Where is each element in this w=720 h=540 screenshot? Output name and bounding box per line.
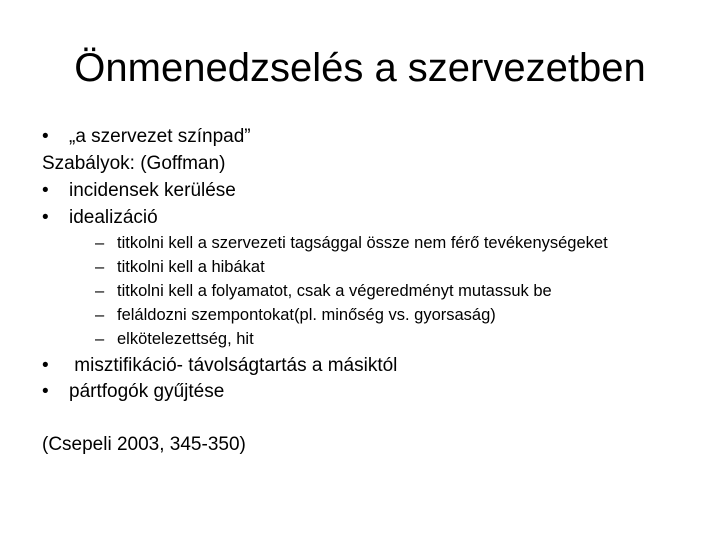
sub-bullet-line [95, 329, 254, 350]
dash-marker: – [95, 306, 105, 324]
sub-bullet-text: titkolni kell a hibákat [117, 258, 265, 276]
dash-marker: – [95, 258, 105, 276]
sub-bullet-text: titkolni kell a folyamatot, csak a végeredményt mutassuk be [117, 282, 552, 300]
dash-marker: – [95, 234, 105, 252]
citation-text: (Csepeli 2003, 345-350) [42, 434, 246, 455]
bullet-text: „a szervezet színpad” [69, 126, 251, 147]
body-line [42, 152, 225, 176]
bullet-line [42, 380, 224, 404]
sub-bullet-text: elkötelezettség, hit [117, 330, 254, 348]
sub-bullet-line [95, 305, 496, 326]
bullet-text: pártfogók gyűjtése [69, 381, 225, 402]
bullet-marker: • [42, 381, 49, 402]
bullet-text: incidensek kerülése [69, 180, 236, 201]
sub-bullet-text: titkolni kell a szervezeti tagsággal össze nem férő tevékenységeket [117, 234, 608, 252]
bullet-text: idealizáció [69, 207, 158, 228]
bullet-line [42, 125, 251, 149]
citation [42, 433, 246, 457]
bullet-line [42, 206, 158, 230]
bullet-text: misztifikáció- távolságtartás a másiktól [69, 355, 398, 376]
dash-marker: – [95, 330, 105, 348]
sub-bullet-line [95, 281, 552, 302]
bullet-line [42, 179, 236, 203]
sub-bullet-text: feláldozni szempontokat(pl. minőség vs. gyorsaság) [117, 306, 496, 324]
bullet-marker: • [42, 126, 49, 147]
sub-bullet-line [95, 233, 608, 254]
sub-bullet-line [95, 257, 265, 278]
bullet-marker: • [42, 207, 49, 228]
dash-marker: – [95, 282, 105, 300]
bullet-line [42, 354, 397, 378]
body-text: Szabályok: (Goffman) [42, 153, 226, 174]
slide-title: Önmenedzselés a szervezetben [74, 46, 646, 90]
bullet-marker: • [42, 355, 49, 376]
bullet-marker: • [42, 180, 49, 201]
